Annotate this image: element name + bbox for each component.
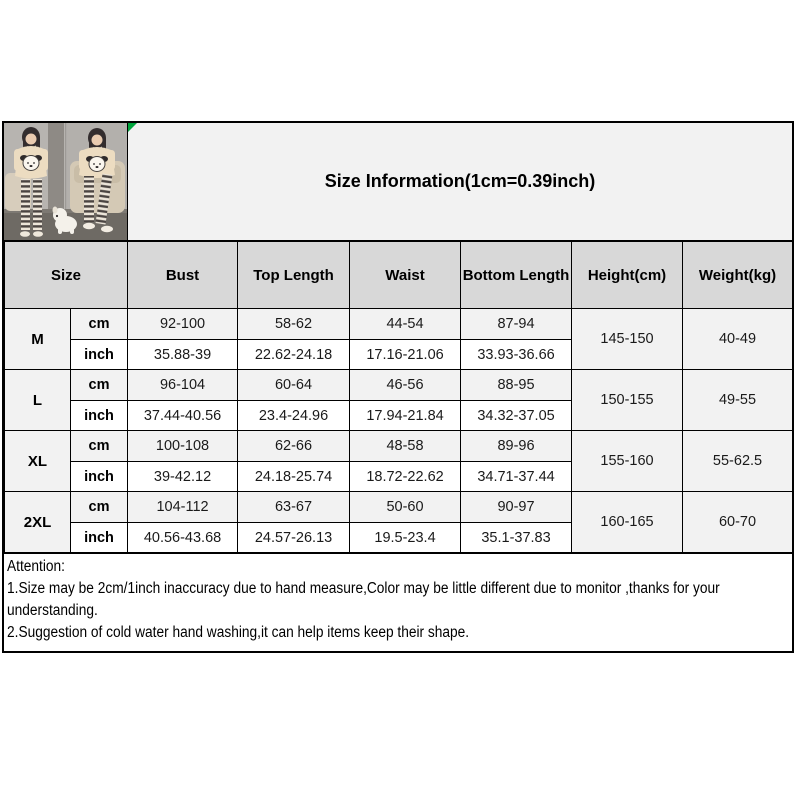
cell-l-bust-inch: 37.44-40.56 [128, 401, 238, 431]
cell-l-bust-cm: 96-104 [128, 370, 238, 401]
size-label-xl: XL [5, 431, 71, 492]
title-cell [128, 123, 792, 240]
cell-xl-waist-inch: 18.72-22.62 [350, 462, 461, 492]
row-2xl-cm [5, 492, 793, 523]
size-table [4, 241, 793, 553]
size-chart-sheet [2, 121, 794, 653]
page-title: Size Information(1cm=0.39inch) [324, 171, 596, 191]
cell-l-bottom-length-cm: 88-95 [461, 370, 572, 401]
cell-l-top-length-cm: 60-64 [238, 370, 350, 401]
product-image [4, 123, 128, 240]
cell-2xl-waist-inch: 19.5-23.4 [350, 523, 461, 553]
header-top-length: Top Length [238, 242, 350, 309]
unit-label-inch: inch [71, 401, 128, 431]
header-waist: Waist [350, 242, 461, 309]
unit-label-cm: cm [71, 309, 128, 340]
cell-l-weight: 49-55 [683, 370, 793, 431]
cell-l-height: 150-155 [572, 370, 683, 431]
cell-2xl-height: 160-165 [572, 492, 683, 553]
cell-m-top-length-cm: 58-62 [238, 309, 350, 340]
header-row [5, 242, 793, 309]
cell-xl-bottom-length-inch: 34.71-37.44 [461, 462, 572, 492]
row-m-cm [5, 309, 793, 340]
cell-m-waist-inch: 17.16-21.06 [350, 340, 461, 370]
attention-note [4, 553, 792, 651]
attention-line-1: 1.Size may be 2cm/1inch inaccuracy due to hand measure,Color may be little different due to monitor ,thanks for your understanding. [7, 580, 720, 619]
cell-m-bottom-length-cm: 87-94 [461, 309, 572, 340]
cell-2xl-bust-inch: 40.56-43.68 [128, 523, 238, 553]
cell-m-top-length-inch: 22.62-24.18 [238, 340, 350, 370]
cell-xl-weight: 55-62.5 [683, 431, 793, 492]
cell-l-waist-inch: 17.94-21.84 [350, 401, 461, 431]
row-l-cm [5, 370, 793, 401]
cell-m-waist-cm: 44-54 [350, 309, 461, 340]
header-bottom-length: Bottom Length [461, 242, 572, 309]
unit-label-inch: inch [71, 340, 128, 370]
cell-l-bottom-length-inch: 34.32-37.05 [461, 401, 572, 431]
header-size: Size [5, 242, 128, 309]
header-bust: Bust [128, 242, 238, 309]
cell-m-bust-inch: 35.88-39 [128, 340, 238, 370]
cell-l-top-length-inch: 23.4-24.96 [238, 401, 350, 431]
row-xl-cm [5, 431, 793, 462]
cell-2xl-top-length-inch: 24.57-26.13 [238, 523, 350, 553]
cell-2xl-bottom-length-cm: 90-97 [461, 492, 572, 523]
cell-xl-height: 155-160 [572, 431, 683, 492]
cell-xl-bust-inch: 39-42.12 [128, 462, 238, 492]
attention-line-2: 2.Suggestion of cold water hand washing,it can help items keep their shape. [7, 624, 470, 641]
cell-xl-bust-cm: 100-108 [128, 431, 238, 462]
corner-marker-icon [128, 123, 137, 132]
cell-xl-top-length-inch: 24.18-25.74 [238, 462, 350, 492]
attention-heading: Attention: [7, 558, 65, 575]
cell-m-bust-cm: 92-100 [128, 309, 238, 340]
top-row [4, 123, 792, 241]
header-height: Height(cm) [572, 242, 683, 309]
size-label-l: L [5, 370, 71, 431]
cell-l-waist-cm: 46-56 [350, 370, 461, 401]
size-label-2xl: 2XL [5, 492, 71, 553]
size-label-m: M [5, 309, 71, 370]
unit-label-cm: cm [71, 370, 128, 401]
unit-label-cm: cm [71, 492, 128, 523]
cell-m-weight: 40-49 [683, 309, 793, 370]
cell-2xl-weight: 60-70 [683, 492, 793, 553]
cell-xl-bottom-length-cm: 89-96 [461, 431, 572, 462]
unit-label-inch: inch [71, 523, 128, 553]
unit-label-inch: inch [71, 462, 128, 492]
unit-label-cm: cm [71, 431, 128, 462]
cell-2xl-top-length-cm: 63-67 [238, 492, 350, 523]
cell-m-bottom-length-inch: 33.93-36.66 [461, 340, 572, 370]
product-photo-illustration [4, 123, 127, 240]
cell-xl-top-length-cm: 62-66 [238, 431, 350, 462]
cell-2xl-waist-cm: 50-60 [350, 492, 461, 523]
cell-2xl-bust-cm: 104-112 [128, 492, 238, 523]
cell-2xl-bottom-length-inch: 35.1-37.83 [461, 523, 572, 553]
header-weight: Weight(kg) [683, 242, 793, 309]
attention-text [7, 556, 792, 644]
cell-m-height: 145-150 [572, 309, 683, 370]
cell-xl-waist-cm: 48-58 [350, 431, 461, 462]
